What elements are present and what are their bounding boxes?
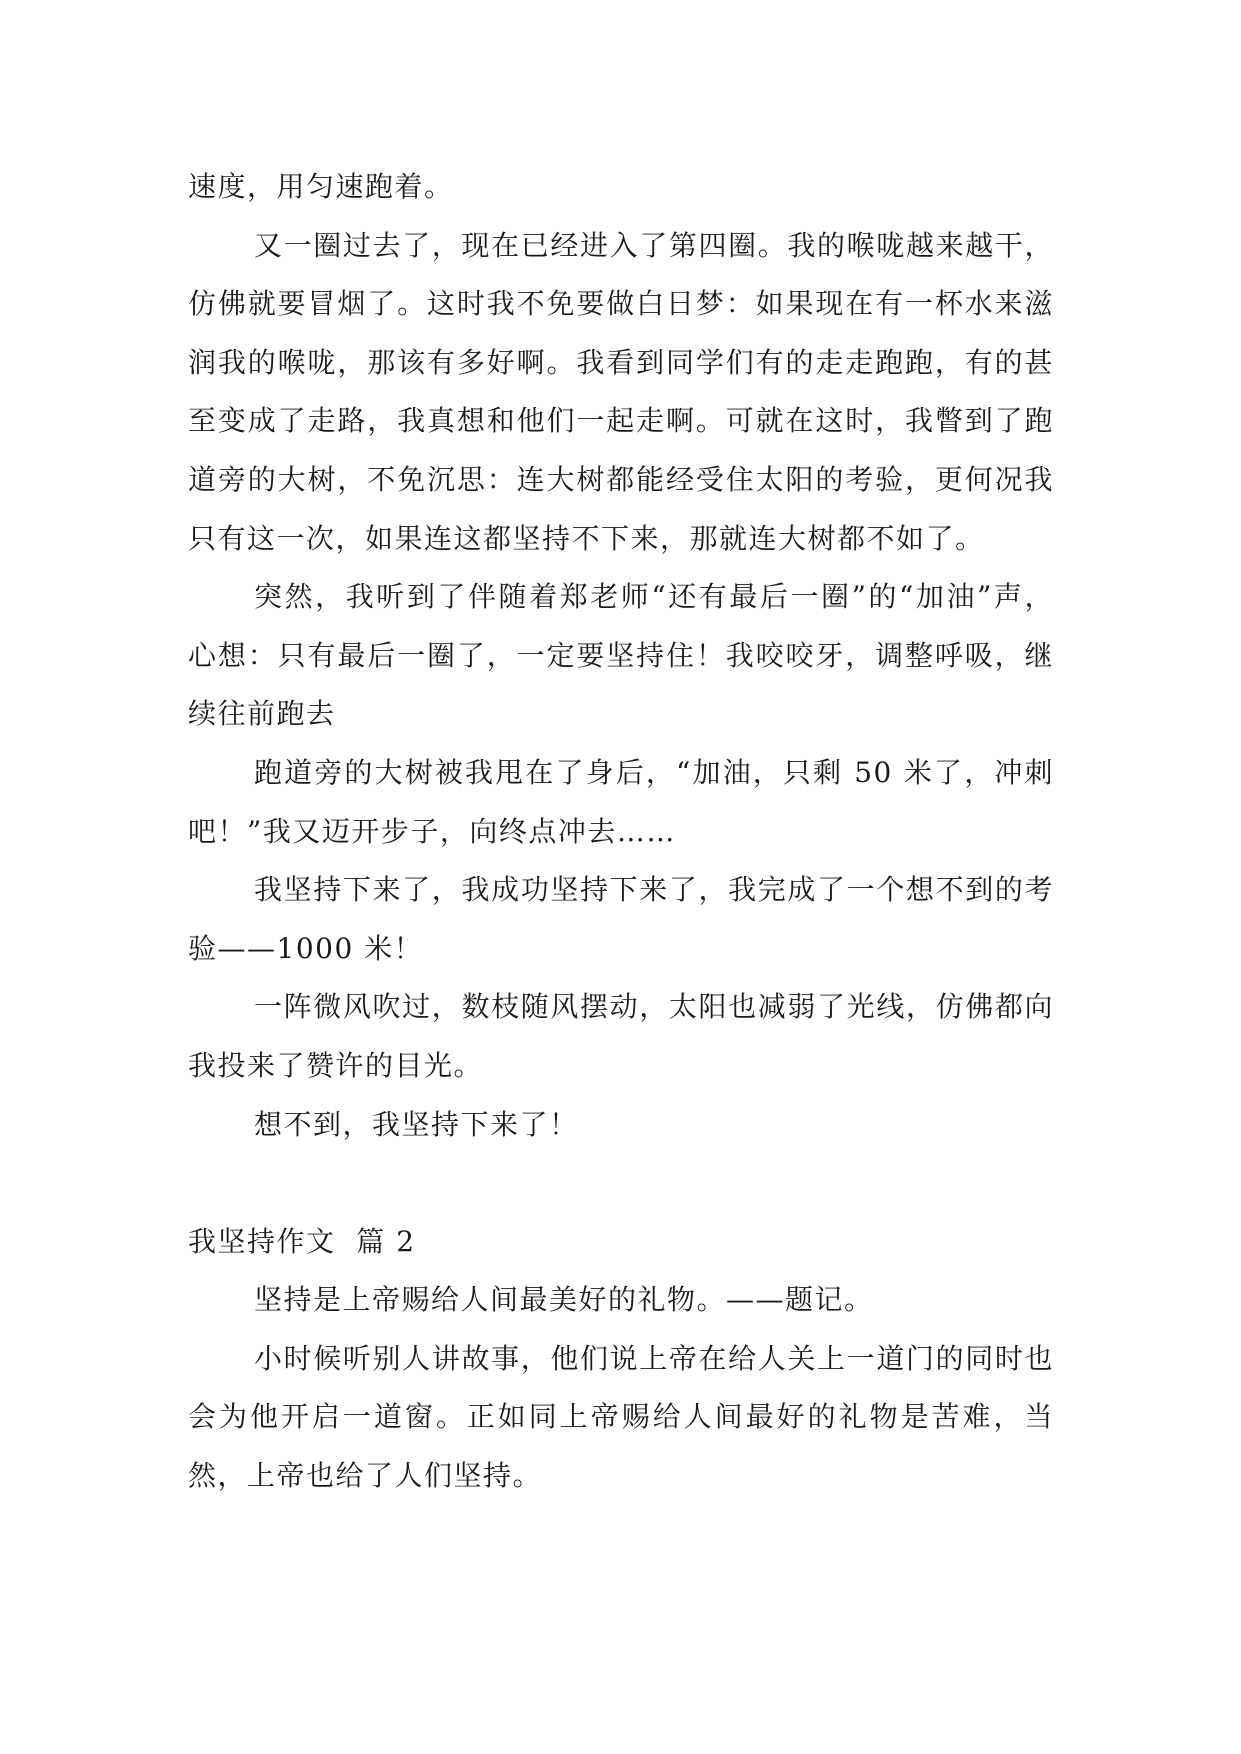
paragraph: 小时候听别人讲故事，他们说上帝在给人关上一道门的同时也会为他开启一道窗。正如同上帝赐给人间最好的礼物是苦难，当然，上帝也给了人们坚持。 xyxy=(188,1341,1054,1493)
paragraph: 跑道旁的大树被我甩在了身后，“加油，只剩 50 米了，冲刺吧！”我又迈开步子，向终点冲去…… xyxy=(188,755,1054,848)
paragraph: 突然，我听到了伴随着郑老师“还有最后一圈”的“加油”声，心想：只有最后一圈了，一定要坚持住！我咬咬牙，调整呼吸，继续往前跑去 xyxy=(188,580,1054,731)
paragraph: 坚持是上帝赐给人间最美好的礼物。——题记。 xyxy=(254,1283,874,1317)
paragraph: 又一圈过去了，现在已经进入了第四圈。我的喉咙越来越干，仿佛就要冒烟了。这时我不免要做白日梦：如果现在有一杯水来滋润我的喉咙，那该有多好啊。我看到同学们有的走走跑跑，有的甚至变成了走路，我真想和他们一起走啊。可就在这时，我瞥到了跑道旁的大树，不免沉思：连大树都能经受住太阳的考验，更何况我只有这一次，如果连这都坚持不下来，那就连大树都不如了。 xyxy=(188,228,1054,555)
text-line: 速度，用匀速跑着。 xyxy=(188,170,454,203)
paragraph: 我坚持下来了，我成功坚持下来了，我完成了一个想不到的考验——1000 米！ xyxy=(188,873,1054,965)
paragraph: 想不到，我坚持下来了！ xyxy=(254,1107,579,1141)
paragraph: 一阵微风吹过，数枝随风摆动，太阳也减弱了光线，仿佛都向我投来了赞许的目光。 xyxy=(188,990,1054,1082)
document-page xyxy=(188,158,1054,1506)
section-heading: 我坚持作文 篇 2 xyxy=(188,1224,416,1258)
